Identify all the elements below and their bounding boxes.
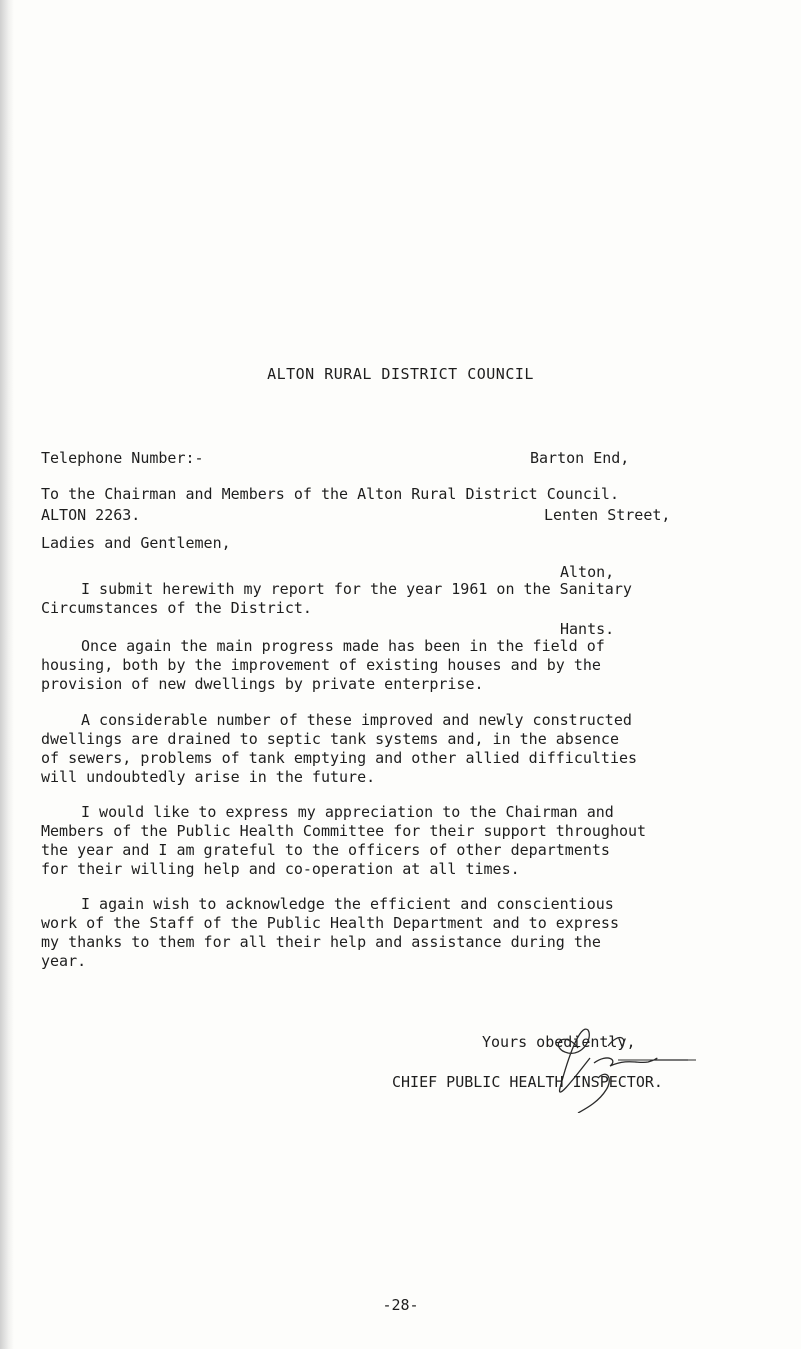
signatory-title: CHIEF PUBLIC HEALTH INSPECTOR. [392,1073,663,1091]
paragraph-line: A considerable number of these improved and newly constructed [81,711,632,729]
paragraph-line: I submit herewith my report for the year 1961 on the Sanitary [81,580,632,598]
paragraph-line: provision of new dwellings by private enterprise. [41,675,484,693]
greeting: Ladies and Gentlemen, [41,534,231,552]
paragraph-4 [41,803,771,879]
paragraph-line: Once again the main progress made has been in the field of [81,637,605,655]
phone-number: ALTON 2263. [41,506,141,524]
paragraph-line: I would like to express my appreciation to the Chairman and [81,803,614,821]
paragraph-1 [41,580,771,618]
address-line: Lenten Street, [544,506,671,524]
paragraph-line: the year and I am grateful to the officers of other departments [41,841,610,859]
handwritten-signature [538,1018,698,1113]
addressee-line: To the Chairman and Members of the Alton Rural District Council. [41,485,619,503]
paragraph-3 [41,711,771,787]
paragraph-line: I again wish to acknowledge the efficient and conscientious [81,895,614,913]
address-line: Barton End, [530,449,630,467]
phone-label: Telephone Number:- [41,449,204,467]
council-title: ALTON RURAL DISTRICT COUNCIL [267,365,534,383]
paragraph-line: work of the Staff of the Public Health Department and to express [41,914,619,932]
paragraph-line: Members of the Public Health Committee for their support throughout [41,822,647,840]
paragraph-line: dwellings are drained to septic tank systems and, in the absence [41,730,619,748]
address-line: Alton, [560,563,615,581]
paragraph-line: of sewers, problems of tank emptying and other allied difficulties [41,749,638,767]
closing: Yours obediently, [482,1033,636,1051]
paragraph-line: housing, both by the improvement of existing houses and by the [41,656,601,674]
paragraph-5 [41,895,771,971]
paragraph-2 [41,637,771,694]
page-edge-shadow [0,0,14,1349]
paragraph-line: Circumstances of the District. [41,599,312,617]
paragraph-line: my thanks to them for all their help and assistance during the [41,933,601,951]
paragraph-line: for their willing help and co-operation at all times. [41,860,520,878]
page-number: -28- [382,1296,419,1314]
paragraph-line: year. [41,952,87,970]
address-line: Hants. [560,620,615,638]
paragraph-line: will undoubtedly arise in the future. [41,768,376,786]
